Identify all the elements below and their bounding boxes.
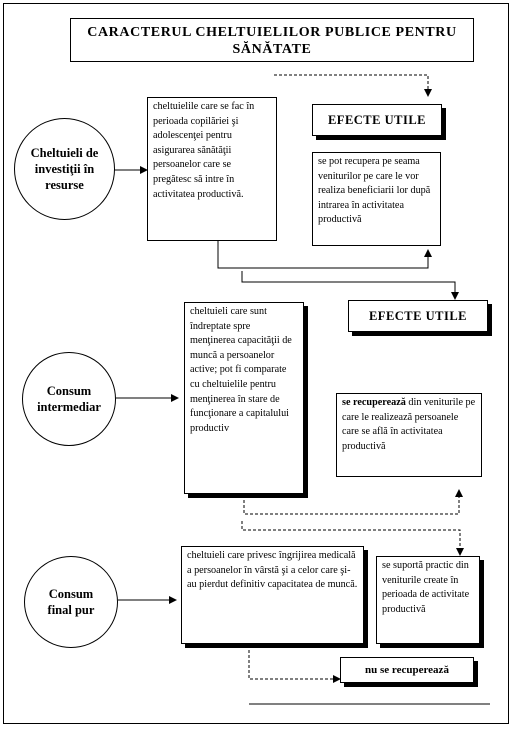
description-final: cheltuieli care privesc îngrijirea medicală a persoanelor în vârstă şi a celor care şi-au pierdut definitiv capacitatea de muncă. — [181, 546, 364, 644]
category-final — [24, 556, 118, 648]
effects-label-2: EFECTE UTILE — [348, 300, 488, 332]
diagram-title: CARACTERUL CHELTUIELILOR PUBLICE PENTRU SĂNĂTATE — [70, 18, 474, 62]
effects-label-1: EFECTE UTILE — [312, 104, 442, 136]
effects-rest-2: din veniturile pe care le realizează persoanele care se află în activitatea productivă — [342, 397, 476, 452]
to-effects2 — [242, 271, 455, 299]
category-intermediate — [22, 352, 116, 446]
row3-loop — [249, 645, 340, 679]
result-label-3: nu se recuperează — [340, 657, 474, 683]
effects-text-1: se pot recupera pe seama veniturilor pe care le vor realiza beneficiarii lor după intrarea în activitatea productivă — [312, 152, 441, 246]
category-final-label: Consum final pur — [47, 587, 95, 617]
title-connector — [274, 75, 428, 96]
description-investments: cheltuielile care se fac în perioada copilăriei şi adolescenţei pentru asigurarea sănătăţii persoanelor care se pregătesc să intre în activitatea productivă. — [147, 97, 277, 241]
category-intermediate-label: Consum intermediar — [37, 384, 101, 414]
category-investments — [14, 118, 115, 220]
effects-text-2 — [336, 393, 482, 477]
category-investments-label: Cheltuieli de investiţii în resurse — [30, 146, 99, 192]
effects-bold-2: se recuperează — [342, 397, 406, 408]
description-intermediate: cheltuieli care sunt îndreptate spre menţinerea capacităţii de muncă a persoanelor active; pot fi comparate cu cheltuielile pentru menţinerea în stare de funcţionare a capitalului productiv — [184, 302, 304, 494]
effects-text-3: se suportă practic din veniturile create în perioada de activitate productivă — [376, 556, 480, 644]
